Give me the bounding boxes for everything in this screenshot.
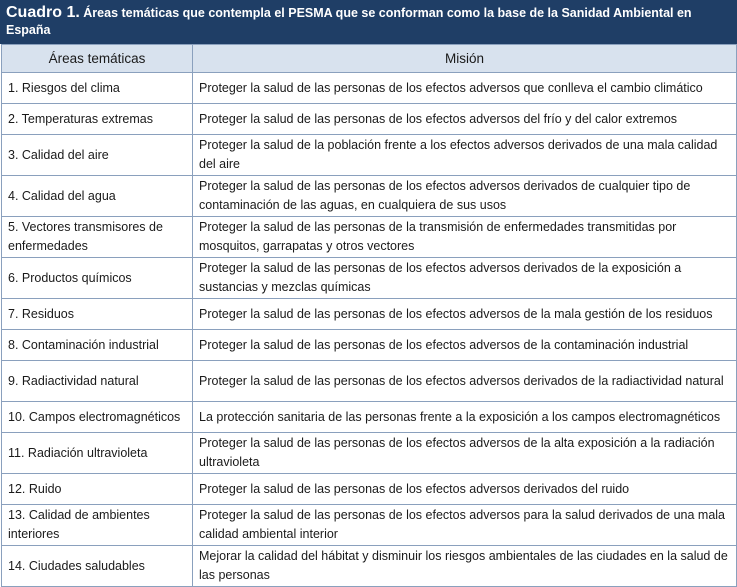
mission-cell: Proteger la salud de las personas de los efectos adversos de la alta exposición a la radiación ultravioleta — [193, 433, 737, 474]
thematic-areas-table — [1, 44, 737, 587]
area-cell: 5. Vectores transmisores de enfermedades — [2, 217, 193, 258]
mission-cell: Proteger la salud de las personas de la transmisión de enfermedades transmitidas por mosquitos, garrapatas y otros vectores — [193, 217, 737, 258]
area-cell: 10. Campos electromagnéticos — [2, 402, 193, 433]
table-row — [2, 505, 737, 546]
table-row — [2, 176, 737, 217]
table-row — [2, 104, 737, 135]
table-header-row — [2, 45, 737, 73]
table-row — [2, 73, 737, 104]
mission-cell: Proteger la salud de las personas de los efectos adversos de la mala gestión de los residuos — [193, 299, 737, 330]
table-row — [2, 330, 737, 361]
table-row — [2, 402, 737, 433]
area-cell: 1. Riesgos del clima — [2, 73, 193, 104]
table-row — [2, 135, 737, 176]
area-cell: 2. Temperaturas extremas — [2, 104, 193, 135]
mission-cell: Proteger la salud de las personas de los efectos adversos para la salud derivados de una mala calidad ambiental interior — [193, 505, 737, 546]
table-row — [2, 361, 737, 402]
mission-cell: Proteger la salud de las personas de los efectos adversos derivados de la radiactividad natural — [193, 361, 737, 402]
area-cell: 13. Calidad de ambientes interiores — [2, 505, 193, 546]
area-cell: 8. Contaminación industrial — [2, 330, 193, 361]
table-caption — [0, 0, 737, 44]
table-row — [2, 217, 737, 258]
table-row — [2, 546, 737, 587]
mission-cell: La protección sanitaria de las personas frente a la exposición a los campos electromagnéticos — [193, 402, 737, 433]
caption-number: Cuadro 1. — [6, 4, 80, 21]
mission-cell: Mejorar la calidad del hábitat y disminuir los riesgos ambientales de las ciudades en la salud de las personas — [193, 546, 737, 587]
area-cell: 3. Calidad del aire — [2, 135, 193, 176]
area-cell: 11. Radiación ultravioleta — [2, 433, 193, 474]
mission-cell: Proteger la salud de las personas de los efectos adversos derivados del ruido — [193, 474, 737, 505]
area-cell: 9. Radiactividad natural — [2, 361, 193, 402]
mission-cell: Proteger la salud de la población frente a los efectos adversos derivados de una mala calidad del aire — [193, 135, 737, 176]
area-cell: 12. Ruido — [2, 474, 193, 505]
table-row — [2, 433, 737, 474]
mission-cell: Proteger la salud de las personas de los efectos adversos derivados de cualquier tipo de contaminación de las aguas, en cualquiera de sus usos — [193, 176, 737, 217]
area-cell: 7. Residuos — [2, 299, 193, 330]
mission-cell: Proteger la salud de las personas de los efectos adversos que conlleva el cambio climático — [193, 73, 737, 104]
table-row — [2, 474, 737, 505]
area-cell: 4. Calidad del agua — [2, 176, 193, 217]
header-mission: Misión — [193, 45, 737, 73]
table-row — [2, 258, 737, 299]
mission-cell: Proteger la salud de las personas de los efectos adversos del frío y del calor extremos — [193, 104, 737, 135]
mission-cell: Proteger la salud de las personas de los efectos adversos derivados de la exposición a sustancias y mezclas químicas — [193, 258, 737, 299]
table-row — [2, 299, 737, 330]
caption-title: Áreas temáticas que contempla el PESMA que se conforman como la base de la Sanidad Ambiental en España — [6, 6, 692, 37]
area-cell: 6. Productos químicos — [2, 258, 193, 299]
header-areas: Áreas temáticas — [2, 45, 193, 73]
area-cell: 14. Ciudades saludables — [2, 546, 193, 587]
mission-cell: Proteger la salud de las personas de los efectos adversos de la contaminación industrial — [193, 330, 737, 361]
